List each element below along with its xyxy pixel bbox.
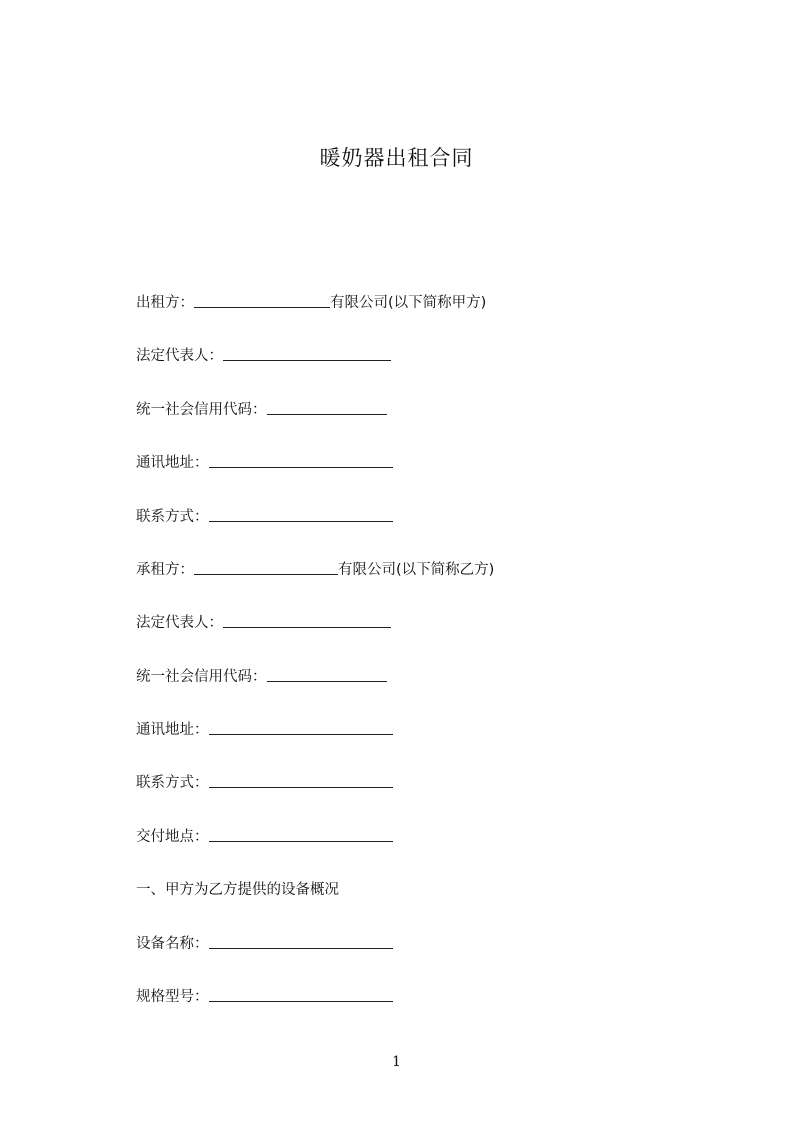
device-name-label: 设备名称：: [136, 936, 209, 952]
lessor-name-blank[interactable]: [194, 293, 330, 308]
lessor-credit-code-line: [136, 398, 387, 419]
lessee-legal-rep-label: 法定代表人：: [136, 615, 223, 631]
lessee-contact-line: [136, 771, 393, 792]
device-name-line: [136, 932, 393, 953]
lessee-party-line: [136, 558, 494, 579]
lessor-legal-rep-label: 法定代表人：: [136, 348, 223, 364]
lessor-credit-code-label: 统一社会信用代码：: [136, 402, 267, 418]
lessee-contact-label: 联系方式：: [136, 775, 209, 791]
lessee-party-suffix: 有限公司(以下简称乙方): [338, 562, 495, 578]
lessor-party-label: 出租方：: [136, 295, 194, 311]
lessor-contact-blank[interactable]: [209, 507, 393, 522]
lessee-contact-blank[interactable]: [209, 773, 393, 788]
delivery-location-blank[interactable]: [209, 827, 393, 842]
lessee-legal-rep-blank[interactable]: [223, 613, 391, 628]
section-1-heading: 一、甲方为乙方提供的设备概况: [136, 882, 339, 898]
lessee-credit-code-label: 统一社会信用代码：: [136, 669, 267, 685]
delivery-location-line: [136, 825, 393, 846]
device-name-blank[interactable]: [209, 934, 393, 949]
model-label: 规格型号：: [136, 989, 209, 1005]
lessor-address-blank[interactable]: [209, 453, 393, 468]
lessor-legal-rep-blank[interactable]: [223, 346, 391, 361]
lessee-credit-code-blank[interactable]: [267, 667, 387, 682]
lessee-name-blank[interactable]: [194, 560, 338, 575]
model-blank[interactable]: [209, 987, 393, 1002]
lessor-contact-label: 联系方式：: [136, 509, 209, 525]
lessee-address-blank[interactable]: [209, 720, 393, 735]
lessor-credit-code-blank[interactable]: [267, 400, 387, 415]
page-number: 1: [392, 1054, 401, 1070]
lessor-legal-rep-line: [136, 344, 391, 365]
lessee-legal-rep-line: [136, 611, 391, 632]
document-title: 暖奶器出租合同: [319, 146, 474, 170]
lessor-address-line: [136, 451, 393, 472]
lessee-address-line: [136, 718, 393, 739]
lessor-party-suffix: 有限公司(以下简称甲方): [330, 295, 487, 311]
lessor-party-line: [136, 291, 486, 312]
lessor-contact-line: [136, 505, 393, 526]
delivery-location-label: 交付地点：: [136, 829, 209, 845]
lessee-credit-code-line: [136, 665, 387, 686]
lessee-address-label: 通讯地址：: [136, 722, 209, 738]
lessor-address-label: 通讯地址：: [136, 455, 209, 471]
lessee-party-label: 承租方：: [136, 562, 194, 578]
model-line: [136, 985, 393, 1006]
